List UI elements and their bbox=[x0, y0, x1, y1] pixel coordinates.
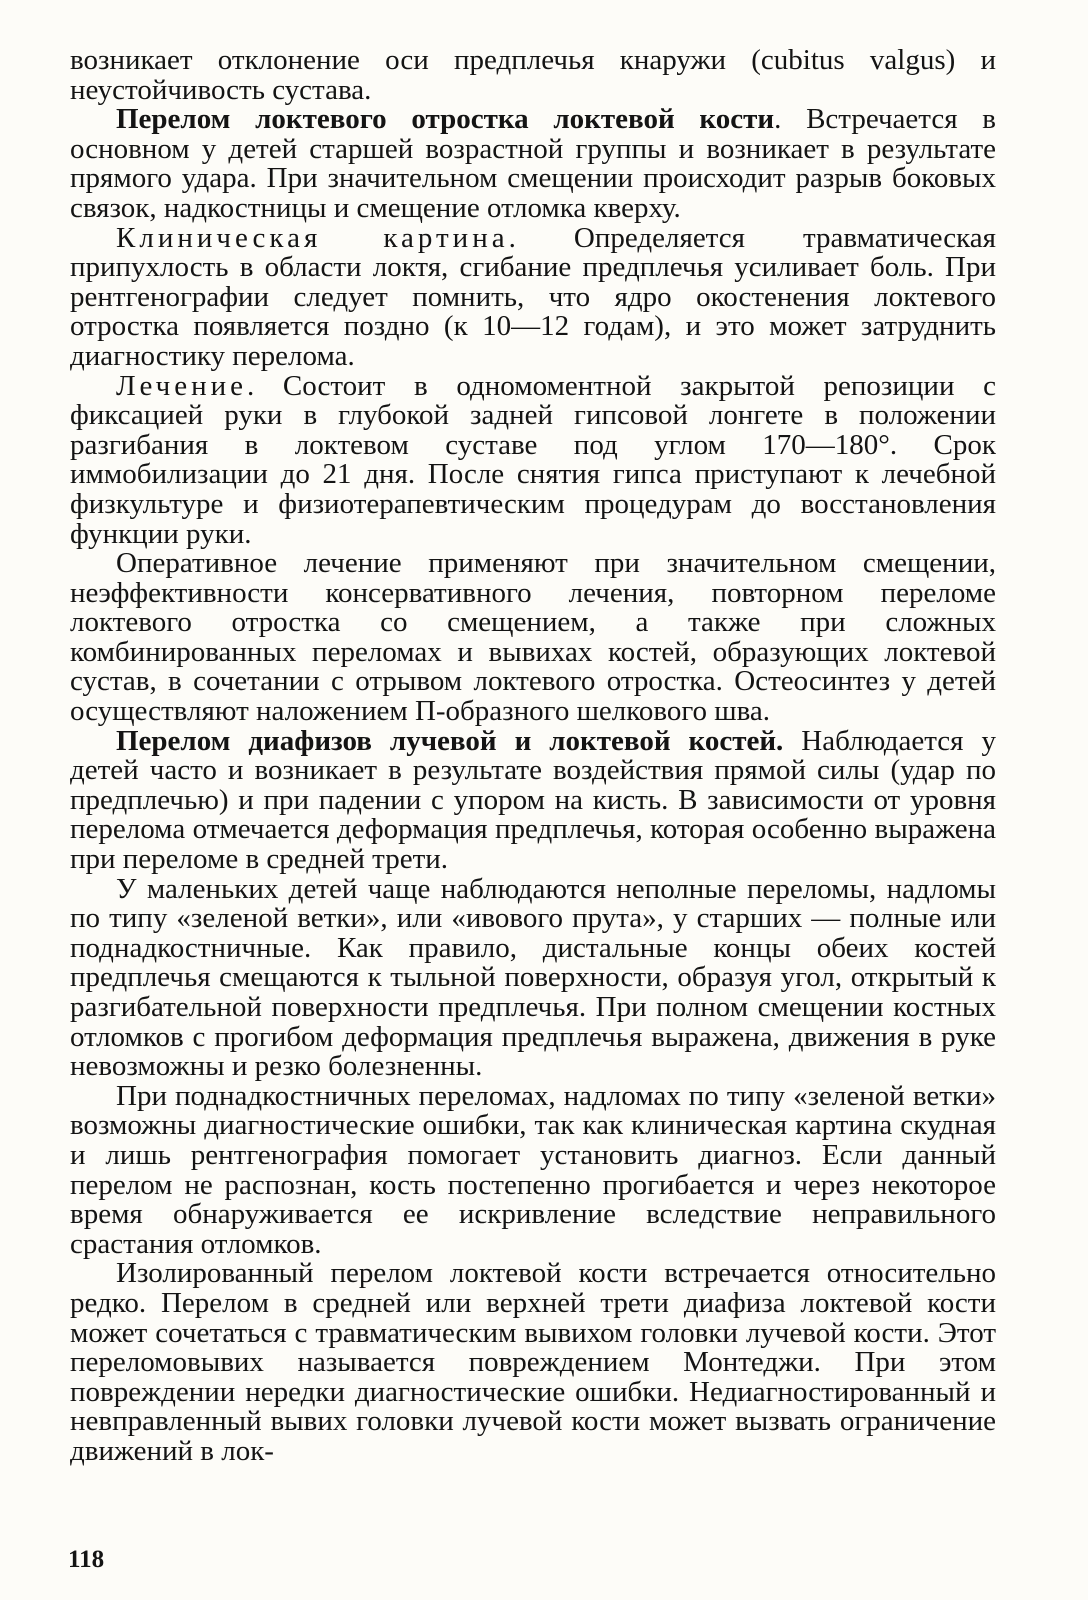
paragraph-text: Оперативное лечение применяют при значительном смещении, неэффективности консервативного лечения, повторном переломе локтевого отростка со смещением, а также при сложных комбинированных переломах и вывихах костей, образующих локтевой сустав, в сочетании с отрывом локтевого отростка. Остеосинтез у детей осуществляют наложением П-образного шелкового шва. bbox=[70, 547, 996, 728]
spaced-subheading: Лечение bbox=[116, 369, 247, 402]
paragraph-text: Изолированный перелом локтевой кости встречается относительно редко. Перелом в средней или верхней трети диафиза локтевой кости может сочетаться с травматическим вывихом головки лучевой кости. Этот переломовывих называется повреждением Монтеджи. При этом повреждении нередки диагностические ошибки. Недиагностированный и невправленный вывих головки лучевой кости может вызвать ограничение движений в лок- bbox=[70, 1257, 996, 1467]
paragraph-2 bbox=[70, 105, 996, 223]
paragraph-4 bbox=[70, 369, 996, 550]
paragraph-3 bbox=[70, 221, 996, 372]
paragraph-8 bbox=[70, 1079, 996, 1260]
paragraph-7 bbox=[70, 872, 996, 1083]
bold-heading: Перелом диафизов лучевой и локтевой костей. bbox=[116, 724, 784, 757]
paragraph-text: . Состоит в одномоментной закрытой репозиции с фиксацией руки в глубокой задней гипсовой лонгете в положении разгибания в локтевом суставе под углом 170—180°. Срок иммобилизации до 21 дня. После снятия гипса приступают к лечебной физкультуре и физиотерапевтическим процедурам до восстановления функции руки. bbox=[70, 369, 996, 550]
paragraph-text: . Встречается в основном у детей старшей возрастной группы и возникает в результате прямого удара. При значительном смещении происходит разрыв боковых связок, надкостницы и смещение отломка кверху. bbox=[70, 103, 996, 224]
paragraph-text: У маленьких детей чаще наблюдаются неполные переломы, надломы по типу «зеленой ветки», или «ивового прута», у старших — полные или поднадкостничные. Как правило, дистальные концы обеих костей предплечья смещаются к тыльной поверхности, образуя угол, открытый к разгибательной поверхности предплечья. При полном смещении костных отломков с прогибом деформация предплечья выражена, движения в руке невозможны и резко болезненны. bbox=[70, 872, 996, 1083]
paragraph-5 bbox=[70, 549, 996, 727]
paragraph-9 bbox=[70, 1259, 996, 1466]
body-text bbox=[70, 46, 996, 1467]
paragraph-text: возникает отклонение оси предплечья кнаружи (cubitus valgus) и неустойчивость сустава. bbox=[70, 44, 996, 106]
page-number: 118 bbox=[68, 1546, 105, 1573]
paragraph-text: При поднадкостничных переломах, надломах по типу «зеленой ветки» возможны диагностические ошибки, так как клиническая картина скудная и лишь рентгенография помогает установить диагноз. Если данный перелом не распознан, кость постепенно прогибается и через некоторое время обнаруживается ее искривление вследствие неправильного срастания отломков. bbox=[70, 1079, 996, 1260]
paragraph-6 bbox=[70, 724, 996, 876]
paragraph-1 bbox=[70, 46, 996, 105]
spaced-subheading: Клиническая картина bbox=[116, 221, 509, 254]
paragraph-text: Наблюдается у детей часто и возникает в результате воздействия прямой силы (удар по предплечью) и при падении с упором на кисть. В зависимости от уровня перелома отмечается деформация предплечья, которая особенно выражена при переломе в средней трети. bbox=[70, 724, 996, 876]
paragraph-text: . Определяется травматическая припухлость в области локтя, сгибание предплечья усиливает боль. При рентгенографии следует помнить, что ядро окостенения локтевого отростка появляется поздно (к 10—12 годам), и это может затруднить диагностику перелома. bbox=[70, 221, 996, 372]
bold-heading: Перелом локтевого отростка локтевой кости bbox=[116, 103, 775, 136]
